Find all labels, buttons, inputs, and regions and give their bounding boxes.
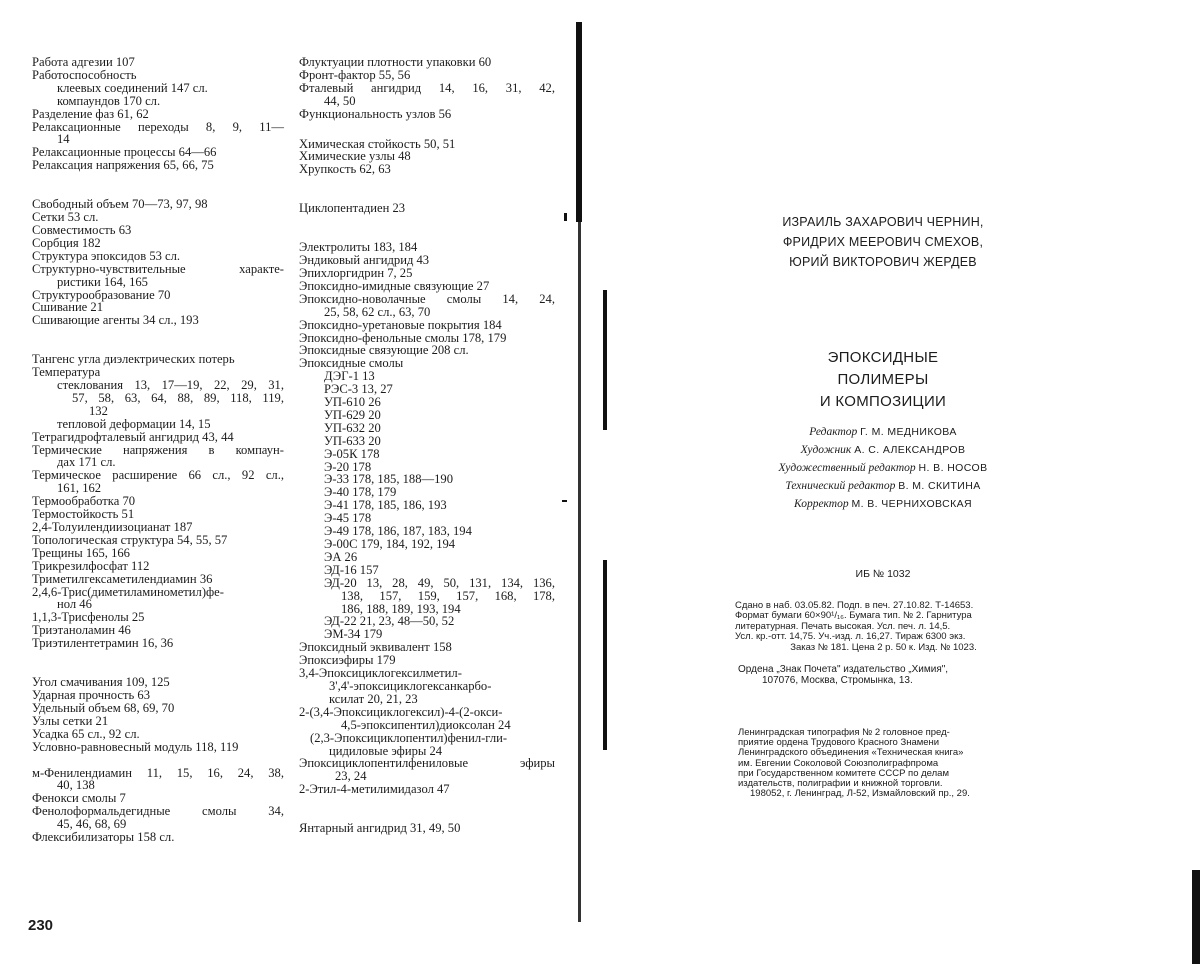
index-entry: Фронт-фактор 55, 56 [299, 67, 411, 82]
index-entry: Топологическая структура 54, 55, 57 [32, 532, 228, 547]
index-entry: Эпоксидные связующие 208 сл. [299, 343, 469, 358]
index-entry: Эпихлоргидрин 7, 25 [299, 265, 413, 280]
index-entry: 23, 24 [335, 769, 367, 784]
staff-name: В. М. СКИТИНА [898, 480, 981, 492]
index-entry: 2-(3,4-Эпоксициклогексил)-4-(2-окси- [299, 704, 503, 719]
index-entry: Э-49 178, 186, 187, 183, 194 [324, 524, 472, 539]
index-column-right [299, 56, 555, 835]
staff-name: Г. М. МЕДНИКОВА [860, 426, 957, 438]
index-entry: (2,3-Эпоксициклопентил)фенил-гли- [310, 730, 508, 745]
index-entry: Структура эпоксидов 53 сл. [32, 248, 181, 263]
index-section-gap [32, 650, 284, 676]
imprint-line: Формат бумаги 60×90¹/₁₆. Бумага тип. № 2. Гарнитура [735, 610, 972, 622]
index-entry: Релаксация напряжения 65, 66, 75 [32, 158, 214, 173]
index-entry: Химическая стойкость 50, 51 [299, 136, 456, 151]
index-entry: цидиловые эфиры 24 [329, 743, 443, 758]
staff-line [733, 441, 1033, 459]
title-line: ПОЛИМЕРЫ [837, 371, 929, 388]
index-entry: УП-633 20 [324, 433, 381, 448]
authors-block [745, 212, 1021, 272]
index-entry: Работа адгезии 107 [32, 55, 135, 69]
staff-line [733, 495, 1033, 513]
index-entry: Термостойкость 51 [32, 507, 135, 522]
index-entry: Разделение фаз 61, 62 [32, 106, 149, 121]
index-entry: 14 [57, 132, 70, 147]
printer-block [738, 728, 1034, 799]
title-line: И КОМПОЗИЦИИ [819, 393, 947, 410]
index-entry: ЭД-20 13, 28, 49, 50, 131, 134, 136, [324, 575, 555, 590]
staff-line [733, 459, 1033, 477]
index-entry: Э-05К 178 [324, 446, 380, 461]
index-entry: Релаксационные процессы 64—66 [32, 145, 217, 160]
index-entry: Ударная прочность 63 [32, 687, 150, 702]
index-entry: Э-45 178 [324, 511, 372, 526]
index-entry: 1,1,3-Трисфенолы 25 [32, 610, 145, 625]
imprint-block [735, 601, 1032, 653]
index-entry: Э-33 178, 185, 188—190 [324, 472, 453, 487]
staff-role: Редактор [809, 426, 858, 438]
index-entry: Структурообразование 70 [32, 287, 171, 302]
publisher-line: 107076, Москва, Стромынка, 13. [762, 675, 913, 686]
index-entry: Химические узлы 48 [299, 149, 411, 164]
index-entry: Сетки 53 сл. [32, 210, 99, 225]
index-entry: Угол смачивания 109, 125 [32, 675, 170, 690]
index-entry: м-Фенилендиамин 11, 15, 16, 24, 38, [32, 765, 284, 780]
page-edge-shadow [603, 560, 607, 750]
printer-line: им. Евгении Соколовой Союзполиграфпрома [738, 757, 939, 769]
index-section-gap [299, 215, 555, 241]
index-entry: Эпоксидный эквивалент 158 [299, 640, 452, 655]
scan-mark [562, 500, 567, 502]
editorial-staff [733, 423, 1033, 513]
index-entry: Триметилгексаметилендиамин 36 [32, 571, 213, 586]
index-entry: 138, 157, 159, 157, 168, 178, [341, 588, 555, 603]
index-section-gap [32, 327, 284, 353]
index-section-gap [299, 176, 555, 202]
index-entry: Удельный объем 68, 69, 70 [32, 700, 175, 715]
title-line: ЭПОКСИДНЫЕ [827, 349, 939, 366]
printer-line: при Государственном комитете СССР по делам [738, 767, 949, 779]
author-name: ИЗРАИЛЬ ЗАХАРОВИЧ ЧЕРНИН, [782, 215, 984, 229]
index-entry: Условно-равновесный модуль 118, 119 [32, 739, 239, 754]
index-entry: Сшивающие агенты 34 сл., 193 [32, 313, 199, 328]
index-entry: Триэтилентетрамин 16, 36 [32, 636, 174, 651]
imprint-line: Сдано в наб. 03.05.82. Подп. в печ. 27.10.82. Т-14653. [735, 600, 974, 611]
index-entry: Э-41 178, 185, 186, 193 [324, 498, 447, 513]
index-entry: 2-Этил-4-метилимидазол 47 [299, 782, 450, 797]
index-section-gap [299, 796, 555, 822]
index-entry: 2,4-Толуилендиизоцианат 187 [32, 520, 193, 534]
index-entry: 4,5-эпоксипентил)диоксолан 24 [341, 717, 511, 732]
index-entry: ЭД-16 157 [324, 562, 379, 577]
index-entry: Циклопентадиен 23 [299, 201, 406, 216]
index-entry: ЭМ-34 179 [324, 627, 383, 642]
index-entry: Э-40 178, 179 [324, 485, 397, 500]
index-entry: ДЭГ-1 13 [324, 369, 375, 384]
printer-line: Ленинградская типография № 2 головное пред- [738, 727, 950, 738]
publisher-block [738, 664, 1038, 686]
staff-line [733, 423, 1033, 441]
index-entry: Структурно-чувствительные характе- [32, 261, 284, 276]
staff-role: Корректор [794, 498, 849, 510]
staff-role: Художественный редактор [778, 462, 916, 474]
page-edge-shadow [1192, 870, 1200, 964]
index-entry: Эпоксидно-имидные связующие 27 [299, 278, 490, 293]
index-entry: Тетрагидрофталевый ангидрид 43, 44 [32, 429, 234, 444]
staff-name: Н. В. НОСОВ [918, 462, 988, 474]
index-entry: Эпоксидно-уретановые покрытия 184 [299, 317, 502, 332]
index-entry: Усадка 65 сл., 92 сл. [32, 726, 140, 741]
imprint-line: литературная. Печать высокая. Усл. печ. л. 14,5. [735, 620, 951, 632]
imprint-line: Усл. кр.-отт. 14,75. Уч.-изд. л. 16,27. Тираж 6300 экз. [735, 631, 966, 643]
index-entry: Хрупкость 62, 63 [299, 162, 391, 177]
index-entry: Электролиты 183, 184 [299, 240, 418, 255]
binding-line [578, 222, 581, 922]
index-section-gap [32, 754, 284, 767]
index-entry: тепловой деформации 14, 15 [57, 416, 211, 431]
index-entry: Релаксационные переходы 8, 9, 11— [32, 119, 284, 134]
index-entry: дах 171 сл. [57, 455, 116, 470]
index-entry: Э-00С 179, 184, 192, 194 [324, 537, 456, 551]
index-section-gap [32, 172, 284, 198]
index-entry: стеклования 13, 17—19, 22, 29, 31, [57, 378, 284, 393]
binding-shadow [576, 22, 582, 222]
index-entry: 186, 188, 189, 193, 194 [341, 601, 461, 616]
index-entry: 3',4'-эпоксициклогексанкарбо- [329, 678, 492, 693]
index-entry: Э-20 178 [324, 459, 372, 474]
index-entry: Работоспособность [32, 67, 137, 82]
index-entry: Температура [32, 365, 101, 380]
index-entry: Термическое расширение 66 сл., 92 сл., [32, 468, 284, 483]
index-entry: Флуктуации плотности упаковки 60 [299, 55, 492, 69]
index-entry: нол 46 [57, 597, 92, 612]
index-entry: Эпоксидные смолы [299, 356, 404, 371]
printer-line: издательств, полиграфии и книжной торговли. [738, 778, 943, 790]
ib-number: ИБ № 1032 [855, 568, 911, 580]
index-entry: Тангенс угла диэлектрических потерь [32, 352, 235, 367]
index-entry: Сорбция 182 [32, 235, 101, 250]
imprint-line: Заказ № 181. Цена 2 р. 50 к. Изд. № 1023. [790, 641, 977, 653]
index-entry: 25, 58, 62 сл., 63, 70 [324, 304, 431, 319]
index-entry: УП-629 20 [324, 407, 381, 422]
index-entry: ксилат 20, 21, 23 [329, 691, 418, 706]
index-entry: Эпоксидно-фенольные смолы 178, 179 [299, 330, 507, 345]
index-entry: 45, 46, 68, 69 [57, 817, 127, 832]
printer-line: приятие ордена Трудового Красного Знамени [738, 737, 940, 749]
index-entry: 57, 58, 63, 64, 88, 89, 118, 119, [72, 390, 284, 405]
index-entry: Янтарный ангидрид 31, 49, 50 [299, 821, 461, 836]
index-entry: Термические напряжения в компаун- [32, 442, 284, 457]
author-name: ФРИДРИХ МЕЕРОВИЧ СМЕХОВ, [782, 235, 984, 249]
book-title [745, 347, 1021, 413]
index-entry: ЭА 26 [324, 549, 358, 564]
index-entry: 132 [89, 403, 108, 418]
index-entry: компаундов 170 сл. [57, 93, 161, 108]
index-entry: Эпоксидно-новолачные смолы 14, 24, [299, 291, 555, 306]
index-entry: Эндиковый ангидрид 43 [299, 253, 430, 268]
index-entry: Трещины 165, 166 [32, 545, 130, 560]
index-entry: Функциональность узлов 56 [299, 106, 452, 121]
index-entry: Совместимость 63 [32, 222, 132, 237]
index-entry: УП-610 26 [324, 395, 381, 410]
page-edge-shadow [603, 290, 607, 430]
author-name: ЮРИЙ ВИКТОРОВИЧ ЖЕРДЕВ [789, 255, 977, 269]
index-entry: 40, 138 [57, 778, 95, 793]
index-entry: Фенолоформальдегидные смолы 34, [32, 804, 284, 819]
printer-line: 198052, г. Ленинград, Л-52, Измайловский пр., 29. [750, 788, 970, 800]
index-entry: ристики 164, 165 [57, 274, 148, 289]
index-entry: Эпоксициклопентилфениловые эфиры [299, 756, 555, 771]
staff-role: Технический редактор [785, 480, 896, 492]
staff-role: Художник [800, 444, 852, 456]
staff-name: А. С. АЛЕКСАНДРОВ [854, 444, 966, 456]
index-entry: Фталевый ангидрид 14, 16, 31, 42, [299, 80, 555, 95]
index-entry: Эпоксиэфиры 179 [299, 653, 396, 668]
publisher-line: Ордена „Знак Почета" издательство „Химия", [738, 664, 949, 675]
index-entry: Термообработка 70 [32, 494, 136, 509]
index-entry: ЭД-22 21, 23, 48—50, 52 [324, 614, 455, 629]
index-entry: 2,4,6-Трис(диметиламинометил)фе- [32, 584, 224, 599]
page-number: 230 [28, 917, 54, 934]
index-entry: Трикрезилфосфат 112 [32, 558, 150, 573]
index-entry: Фенокси смолы 7 [32, 791, 126, 806]
index-entry: Узлы сетки 21 [32, 713, 109, 728]
index-entry: 161, 162 [57, 481, 102, 496]
index-entry: Сшивание 21 [32, 300, 104, 315]
index-entry: 44, 50 [324, 93, 356, 108]
index-entry: РЭС-3 13, 27 [324, 382, 393, 397]
staff-name: М. В. ЧЕРНИХОВСКАЯ [851, 498, 972, 510]
scan-mark [564, 213, 567, 221]
index-column-left [32, 56, 284, 844]
staff-line [733, 477, 1033, 495]
printer-line: Ленинградского объединения «Техническая книга» [738, 747, 964, 759]
index-entry: Триэтаноламин 46 [32, 623, 131, 638]
index-entry: клеевых соединений 147 сл. [57, 80, 208, 95]
index-entry: 3,4-Эпоксициклогексилметил- [299, 666, 462, 681]
index-section-gap [299, 121, 555, 138]
index-entry: Флексибилизаторы 158 сл. [32, 830, 175, 845]
index-entry: УП-632 20 [324, 420, 381, 435]
index-entry: Свободный объем 70—73, 97, 98 [32, 197, 208, 212]
